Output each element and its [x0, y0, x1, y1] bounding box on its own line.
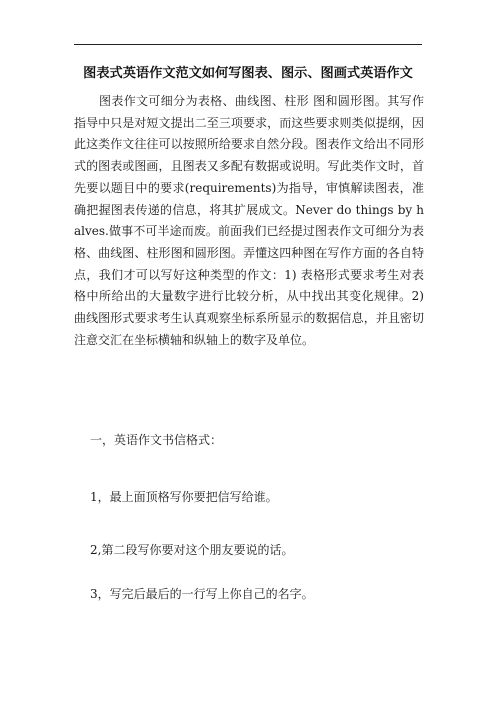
- section-heading: 一，英语作文书信格式：: [90, 433, 223, 447]
- list-item: 1，最上面顶格写你要把信写给谁。: [90, 490, 278, 504]
- list-item: 2,第二段写你要对这个朋友要说的话。: [90, 543, 294, 557]
- header-rule: [74, 44, 422, 45]
- intro-paragraph: 图表作文可细分为表格、曲线图、柱形 图和圆形图。其写作指导中只是对短文提出二至三项要求，而这些要求则类似提纲，因此这类作文往往可以按照所给要求自然分段。图表作文给出不同形式的图表或图画，且图表又多配有数据或说明。写此类作文时，首先要以题目中的要求(requirements)为指导，审慎解读图表，准确把握图表传递的信息，将其扩展成文。Never do things by halves.做事不可半途而废。前面我们已经提过图表作文可细分为表格、曲线图、柱形图和圆形图。弄懂这四种图在写作方面的各自特点，我们才可以写好这种类型的作文：1) 表格形式要求考生对表格中所给出的大量数字进行比较分析，从中找出其变化规律。2) 曲线图形式要求考生认真观察坐标系所显示的数据信息，并且密切注意交汇在坐标横轴和纵轴上的数字及单位。: [74, 94, 424, 347]
- document-title: 图表式英语作文范文如何写图表、图示、图画式英语作文: [83, 66, 413, 81]
- list-item: 3，写完后最后的一行写上你自己的名字。: [90, 587, 314, 601]
